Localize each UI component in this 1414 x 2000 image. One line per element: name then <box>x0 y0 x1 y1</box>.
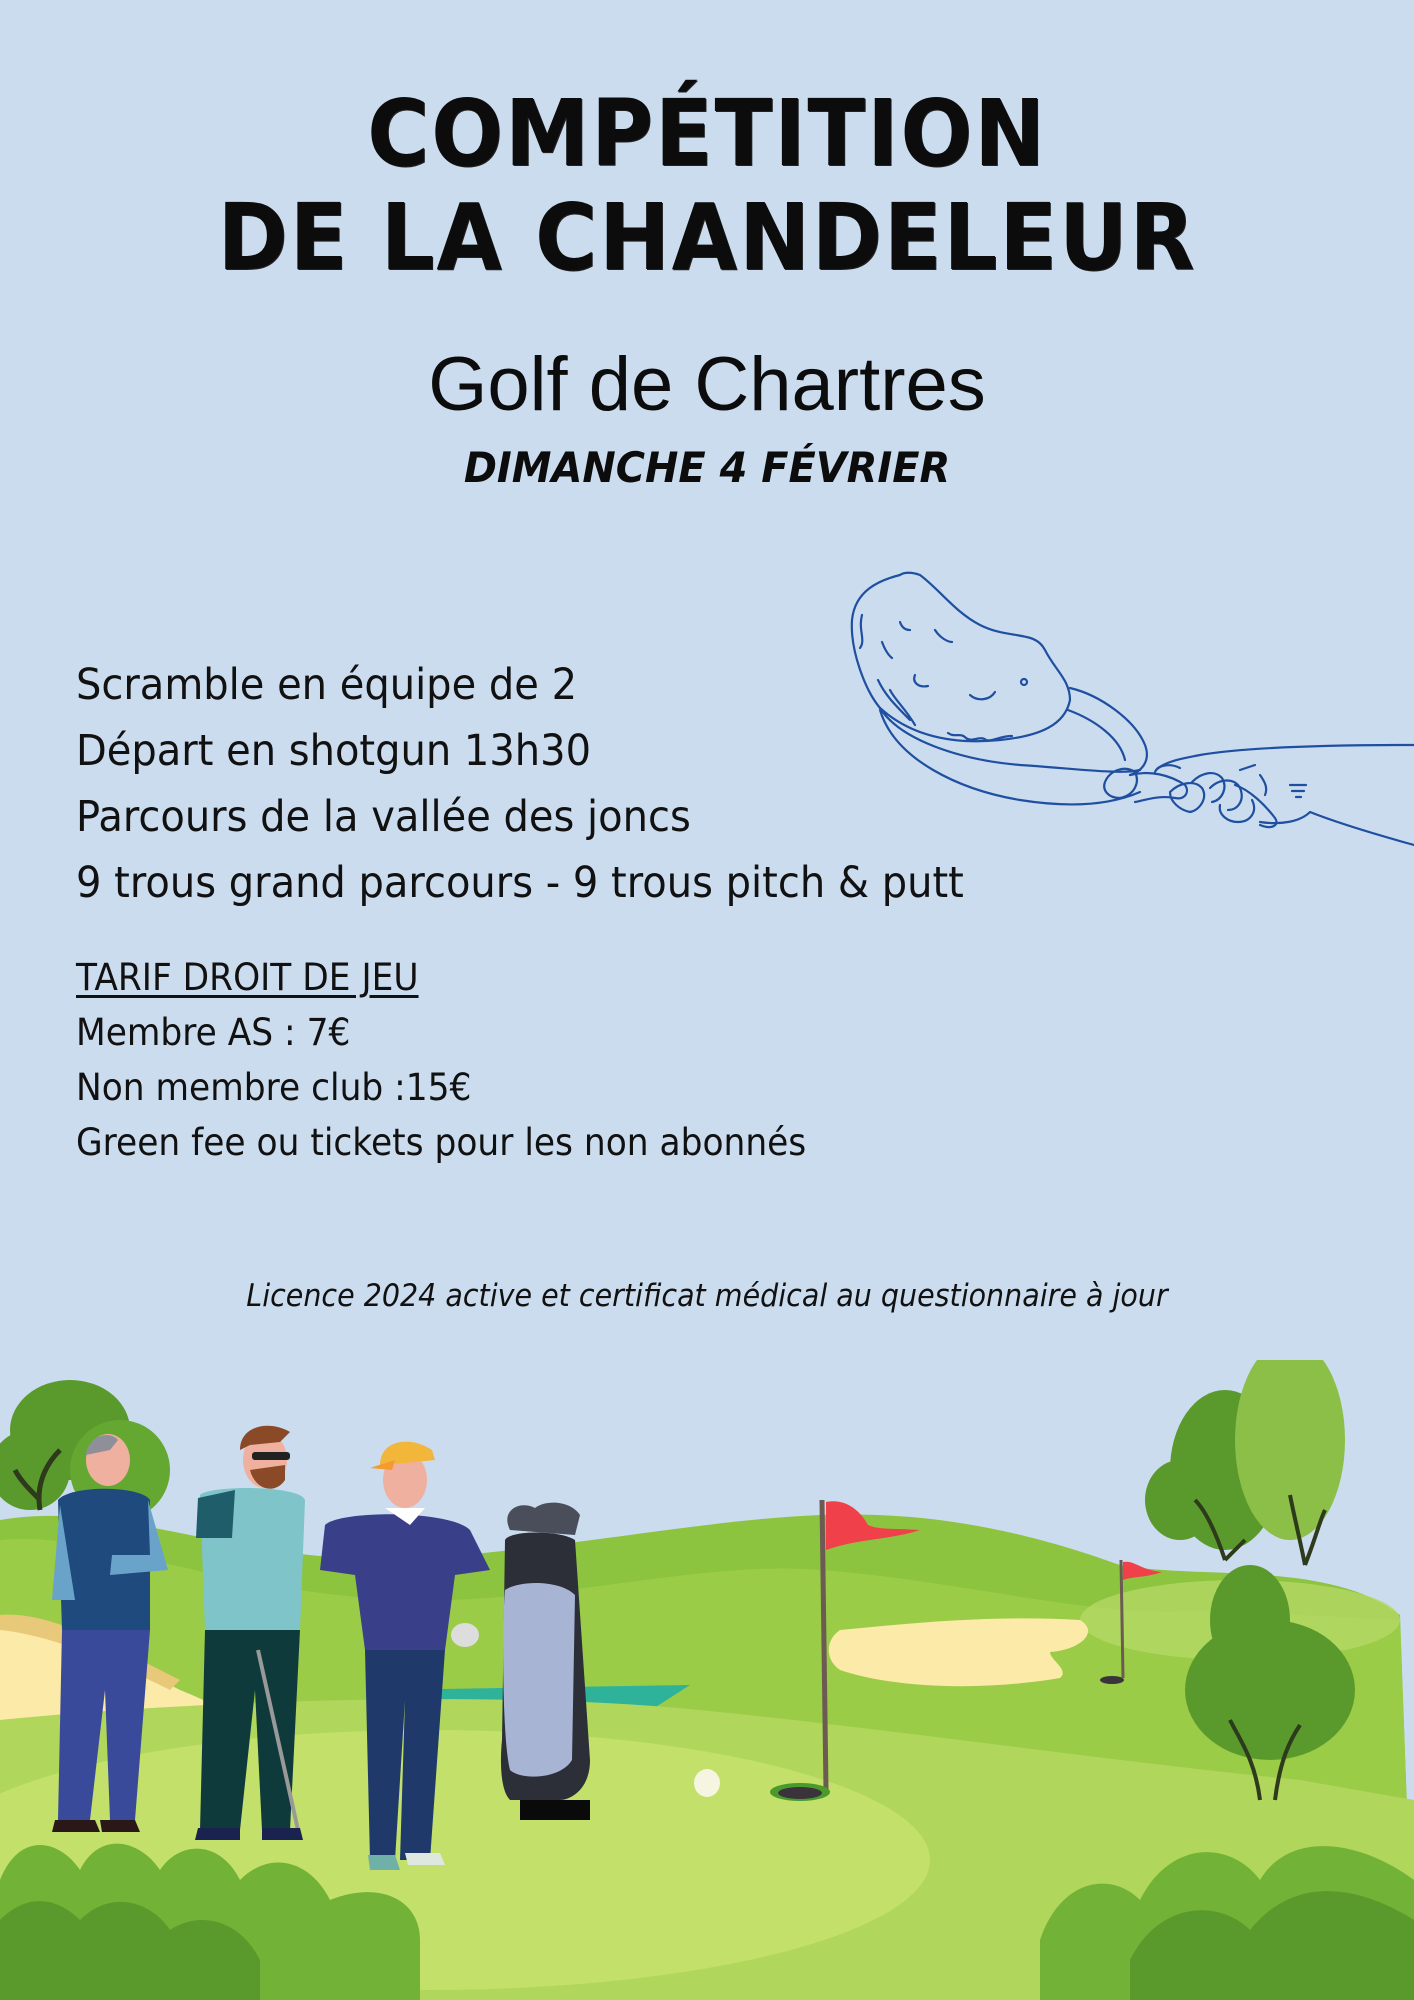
tree-icon <box>1145 1360 1345 1565</box>
detail-start: Départ en shotgun 13h30 <box>76 726 592 776</box>
pricing-section <box>76 950 806 1170</box>
detail-course: Parcours de la vallée des joncs <box>76 792 691 842</box>
golf-course-illustration <box>0 1360 1414 2000</box>
price-green-fee: Green fee ou tickets pour les non abonnés <box>76 1121 807 1164</box>
golf-ball-icon <box>694 1769 720 1797</box>
poster-title <box>57 82 1358 290</box>
event-date: DIMANCHE 4 FÉVRIER <box>463 443 951 492</box>
detail-holes: 9 trous grand parcours - 9 trous pitch & putt <box>76 858 964 908</box>
pricing-heading: TARIF DROIT DE JEU <box>76 956 419 999</box>
license-note: Licence 2024 active et certificat médical au questionnaire à jour <box>246 1278 1168 1314</box>
price-non-member: Non membre club :15€ <box>76 1066 472 1109</box>
detail-format: Scramble en équipe de 2 <box>76 660 578 710</box>
event-details <box>76 652 964 916</box>
title-line-1: COMPÉTITION <box>367 80 1047 187</box>
title-line-2: DE LA CHANDELEUR <box>217 184 1197 291</box>
price-member: Membre AS : 7€ <box>76 1011 351 1054</box>
venue-name: Golf de Chartres <box>428 342 986 427</box>
